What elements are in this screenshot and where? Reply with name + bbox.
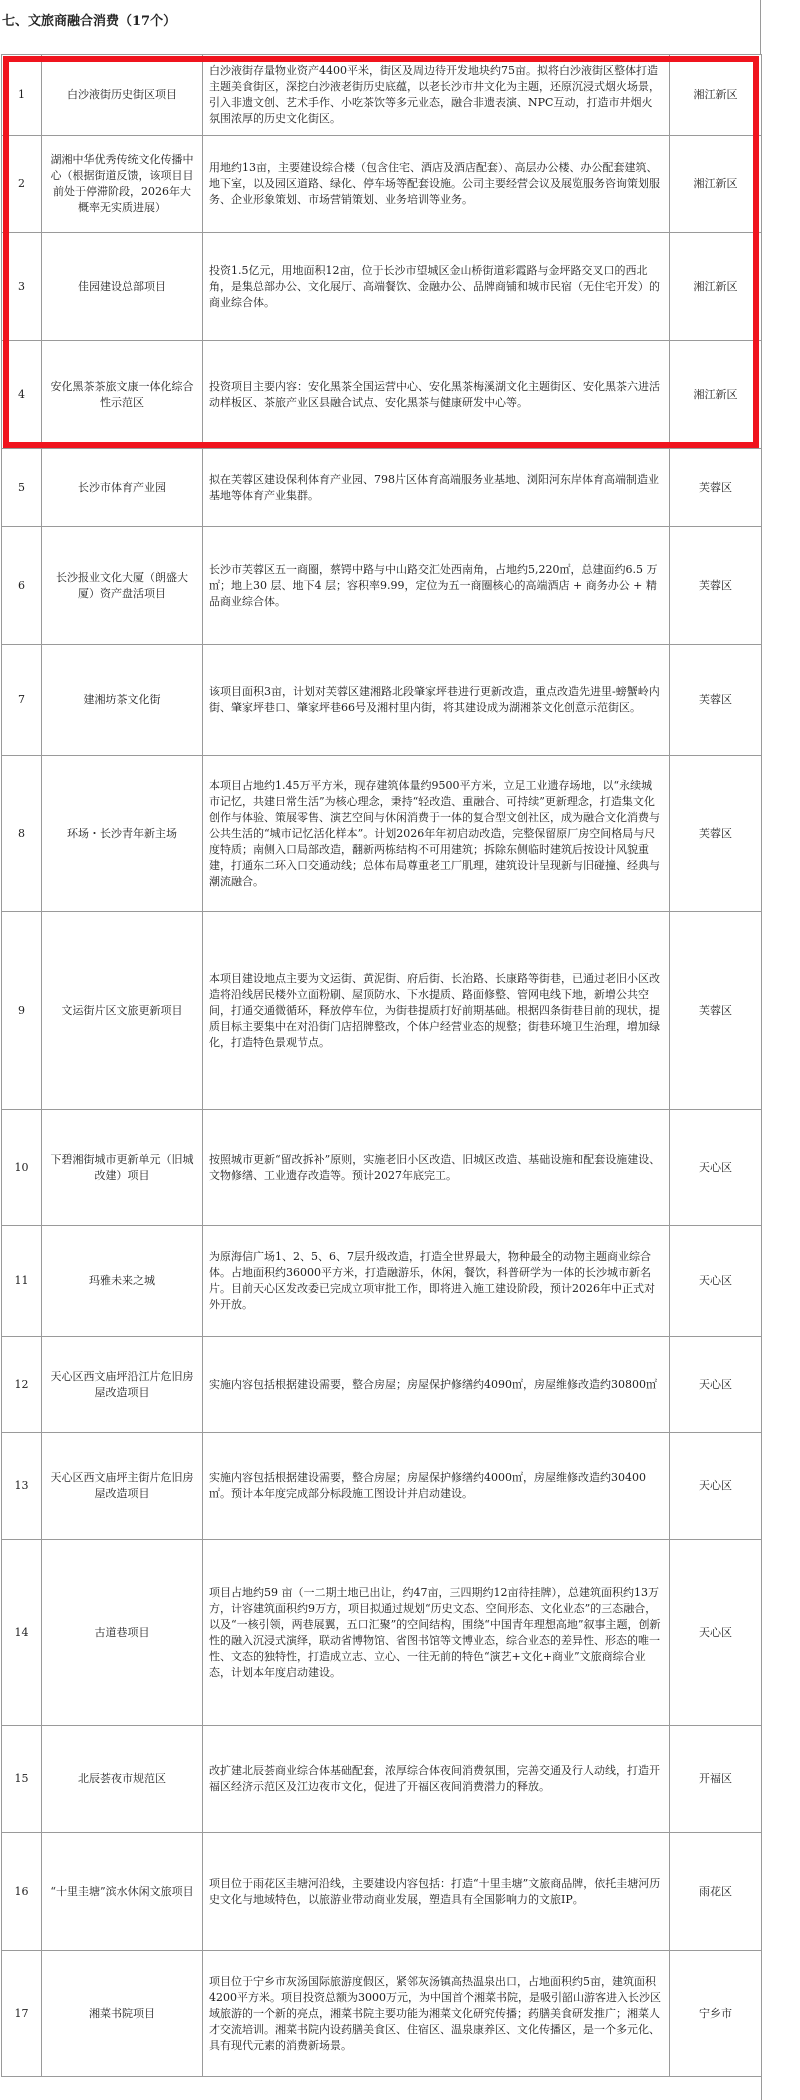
project-name: 长沙市体育产业园 xyxy=(42,449,203,527)
project-name: 湖湘中华优秀传统文化传播中心（根据街道反馈，该项目目前处于停滞阶段，2026年大概率无实质进展） xyxy=(42,136,203,233)
row-number: 4 xyxy=(2,341,42,449)
table-row xyxy=(2,1337,762,1433)
project-description: 实施内容包括根据建设需要，整合房屋；房屋保护修缮约4090㎡，房屋维修改造约30800㎡ xyxy=(203,1337,670,1433)
table-row xyxy=(2,527,762,645)
project-district: 湘江新区 xyxy=(670,341,762,449)
table-row xyxy=(2,1226,762,1337)
row-number: 11 xyxy=(2,1226,42,1337)
row-number: 8 xyxy=(2,756,42,912)
project-description: 本项目占地约1.45万平方米，现存建筑体量约9500平方米，立足工业遗存场地，以“永续城市记忆，共建日常生活”为核心理念，秉持“轻改造、重融合、可持续”更新理念，打造集文化创作与体验、策展零售、演艺空间与休闲消费于一体的复合型文创社区，成为融合文化消费与公共生活的“城市记忆活化样本”。计划2026年年初启动改造，完整保留原厂房空间格局与尺度特质；南侧入口局部改造，翻新两栋结构不可用建筑；拆除东侧临时建筑后按设计风貌重建，打通东二环入口交通动线；总体布局尊重老工厂肌理，建筑设计呈现新与旧碰撞、经典与潮流融合。 xyxy=(203,756,670,912)
project-district: 芙蓉区 xyxy=(670,645,762,756)
table-row xyxy=(2,233,762,341)
project-name: 玛雅未来之城 xyxy=(42,1226,203,1337)
project-description: 拟在芙蓉区建设保利体育产业园、798片区体育高端服务业基地、浏阳河东岸体育高端制造业基地等体育产业集群。 xyxy=(203,449,670,527)
project-description: 本项目建设地点主要为文运街、黄泥街、府后街、长治路、长康路等街巷，已通过老旧小区改造将沿线居民楼外立面粉刷、屋顶防水、下水提质、路面修整、管网电线下地，新增公共空间，打通交通微循环，释放停车位，为街巷提质打好前期基础。根据四条街巷目前的现状，提质目标主要集中在对沿街门店招牌整改，个体户经营业态的规整；街巷环境卫生治理，增加绿化，打造特色景观节点。 xyxy=(203,912,670,1110)
project-district: 芙蓉区 xyxy=(670,527,762,645)
table-row xyxy=(2,1540,762,1726)
row-number: 2 xyxy=(2,136,42,233)
project-name: 下碧湘街城市更新单元（旧城改建）项目 xyxy=(42,1110,203,1226)
project-name: 佳园建设总部项目 xyxy=(42,233,203,341)
table-row xyxy=(2,1433,762,1540)
project-name: 长沙报业文化大厦（朗盛大厦）资产盘活项目 xyxy=(42,527,203,645)
project-name: 环场・长沙青年新主场 xyxy=(42,756,203,912)
row-number: 5 xyxy=(2,449,42,527)
project-description: 该项目面积3亩，计划对芙蓉区建湘路北段肇家坪巷进行更新改造，重点改造先进里-螃蟹岭内街、肇家坪巷口、肇家坪巷66号及湘村里内街，将其建设成为湖湘茶文化创意示范街区。 xyxy=(203,645,670,756)
table-row xyxy=(2,136,762,233)
project-description: 项目位于宁乡市灰汤国际旅游度假区，紧邻灰汤镇高热温泉出口，占地面积约5亩，建筑面积4200平方米。项目投资总额为3000万元，为中国首个湘菜书院，是吸引韶山游客进入长沙区域旅游的一个新的亮点，湘菜书院主要功能为湘菜文化研究传播；药膳美食研发推广；湘菜人才交流培训。湘菜书院内设药膳美食区、住宿区、温泉康养区、文化传播区，是一个多元化、具有现代元素的消费新场景。 xyxy=(203,1951,670,2077)
project-district: 天心区 xyxy=(670,1540,762,1726)
table-row xyxy=(2,645,762,756)
row-number: 14 xyxy=(2,1540,42,1726)
row-number: 13 xyxy=(2,1433,42,1540)
section-title: 七、文旅商融合消费（17个） xyxy=(0,0,761,54)
project-name: 古道巷项目 xyxy=(42,1540,203,1726)
table-row xyxy=(2,1951,762,2077)
project-name: 白沙液街历史街区项目 xyxy=(42,55,203,136)
table-row xyxy=(2,912,762,1110)
project-district: 开福区 xyxy=(670,1726,762,1833)
project-name: 天心区西文庙坪主街片危旧房屋改造项目 xyxy=(42,1433,203,1540)
project-district: 天心区 xyxy=(670,1110,762,1226)
project-name: 安化黑茶茶旅文康一体化综合性示范区 xyxy=(42,341,203,449)
project-district: 湘江新区 xyxy=(670,55,762,136)
project-name: 文运街片区文旅更新项目 xyxy=(42,912,203,1110)
project-table xyxy=(1,54,762,2077)
project-description: 改扩建北辰荟商业综合体基础配套，浓厚综合体夜间消费氛围，完善交通及行人动线，打造开福区经济示范区及江边夜市文化，促进了开福区夜间消费潜力的释放。 xyxy=(203,1726,670,1833)
row-number: 1 xyxy=(2,55,42,136)
project-name: 北辰荟夜市规范区 xyxy=(42,1726,203,1833)
project-name: 天心区西文庙坪沿江片危旧房屋改造项目 xyxy=(42,1337,203,1433)
row-number: 3 xyxy=(2,233,42,341)
row-number: 9 xyxy=(2,912,42,1110)
project-name: 湘菜书院项目 xyxy=(42,1951,203,2077)
project-description: 项目位于雨花区圭塘河沿线，主要建设内容包括：打造“十里圭塘”文旅商品牌，依托圭塘河历史文化与地域特色，以旅游业带动商业发展，塑造具有全国影响力的文旅IP。 xyxy=(203,1833,670,1951)
project-description: 投资项目主要内容：安化黑茶全国运营中心、安化黑茶梅溪湖文化主题街区、安化黑茶六进活动样板区、茶旅产业区县融合试点、安化黑茶与健康研发中心等。 xyxy=(203,341,670,449)
project-name: “十里圭塘”滨水休闲文旅项目 xyxy=(42,1833,203,1951)
row-number: 10 xyxy=(2,1110,42,1226)
project-description: 项目占地约59 亩（一二期土地已出让，约47亩，三四期约12亩待挂牌），总建筑面积约13万方，计容建筑面积约9万方，项目拟通过规划“历史文态、空间形态、文化业态”的三态融合，以及“一核引领，两巷展翼，五口汇聚”的空间结构，围绕“中国青年理想高地”叙事主题，创新性的融入沉浸式演绎，联动省博物馆、省图书馆等文博业态，综合业态的差异性、形态的唯一性、文态的独特性，打造成立志、立心、一往无前的特色“演艺+文化+商业”文旅商综合业态，计划本年度启动建设。 xyxy=(203,1540,670,1726)
project-district: 湘江新区 xyxy=(670,233,762,341)
table-row xyxy=(2,1726,762,1833)
table-row xyxy=(2,449,762,527)
project-district: 天心区 xyxy=(670,1433,762,1540)
project-district: 芙蓉区 xyxy=(670,449,762,527)
project-description: 按照城市更新“留改拆补”原则，实施老旧小区改造、旧城区改造、基础设施和配套设施建设、文物修缮、工业遗存改造等。预计2027年底完工。 xyxy=(203,1110,670,1226)
project-district: 天心区 xyxy=(670,1337,762,1433)
project-district: 湘江新区 xyxy=(670,136,762,233)
row-number: 15 xyxy=(2,1726,42,1833)
row-number: 12 xyxy=(2,1337,42,1433)
table-row xyxy=(2,55,762,136)
table-row xyxy=(2,1110,762,1226)
table-row xyxy=(2,756,762,912)
project-district: 芙蓉区 xyxy=(670,756,762,912)
project-district: 天心区 xyxy=(670,1226,762,1337)
project-description: 用地约13亩，主要建设综合楼（包含住宅、酒店及酒店配套）、高层办公楼、办公配套建筑、地下室，以及园区道路、绿化、停车场等配套设施。公司主要经营会议及展览服务咨询策划服务、企业形象策划、市场营销策划、业务培训等业务。 xyxy=(203,136,670,233)
table-edge-line xyxy=(761,2070,762,2100)
project-district: 雨花区 xyxy=(670,1833,762,1951)
project-district: 芙蓉区 xyxy=(670,912,762,1110)
row-number: 7 xyxy=(2,645,42,756)
project-description: 长沙市芙蓉区五一商圈，蔡锷中路与中山路交汇处西南角，占地约5,220㎡，总建面约6.5 万㎡；地上30 层、地下4 层；容积率9.99，定位为五一商圈核心的高端酒店 + 商务办公 + 精品商业综合体。 xyxy=(203,527,670,645)
project-description: 为原海信广场1、2、5、6、7层升级改造，打造全世界最大，物种最全的动物主题商业综合体。占地面积约36000平方米，打造融游乐，休闲，餐饮，科普研学为一体的长沙城市新名片。目前天心区发改委已完成立项审批工作，即将进入施工建设阶段，预计2026年中正式对外开放。 xyxy=(203,1226,670,1337)
project-description: 投资1.5亿元，用地面积12亩，位于长沙市望城区金山桥街道彩霞路与金坪路交叉口的西北角，是集总部办公、文化展厅、高端餐饮、金融办公、品牌商铺和城市民宿（无住宅开发）的商业综合体。 xyxy=(203,233,670,341)
table-row xyxy=(2,1833,762,1951)
project-district: 宁乡市 xyxy=(670,1951,762,2077)
project-description: 白沙液街存量物业资产4400平米，街区及周边待开发地块约75亩。拟将白沙液街区整体打造主题美食街区，深挖白沙液老街历史底蕴，以老长沙市井文化为主题，还原沉浸式烟火场景，引入非遗文创、艺术手作、小吃茶饮等多元业态，融合非遗表演、NPC互动，打造市井烟火氛围浓厚的历史文化街区。 xyxy=(203,55,670,136)
row-number: 17 xyxy=(2,1951,42,2077)
row-number: 16 xyxy=(2,1833,42,1951)
table-row xyxy=(2,341,762,449)
row-number: 6 xyxy=(2,527,42,645)
project-description: 实施内容包括根据建设需要，整合房屋；房屋保护修缮约4000㎡，房屋维修改造约30400㎡。预计本年度完成部分标段施工图设计并启动建设。 xyxy=(203,1433,670,1540)
project-name: 建湘坊茶文化街 xyxy=(42,645,203,756)
